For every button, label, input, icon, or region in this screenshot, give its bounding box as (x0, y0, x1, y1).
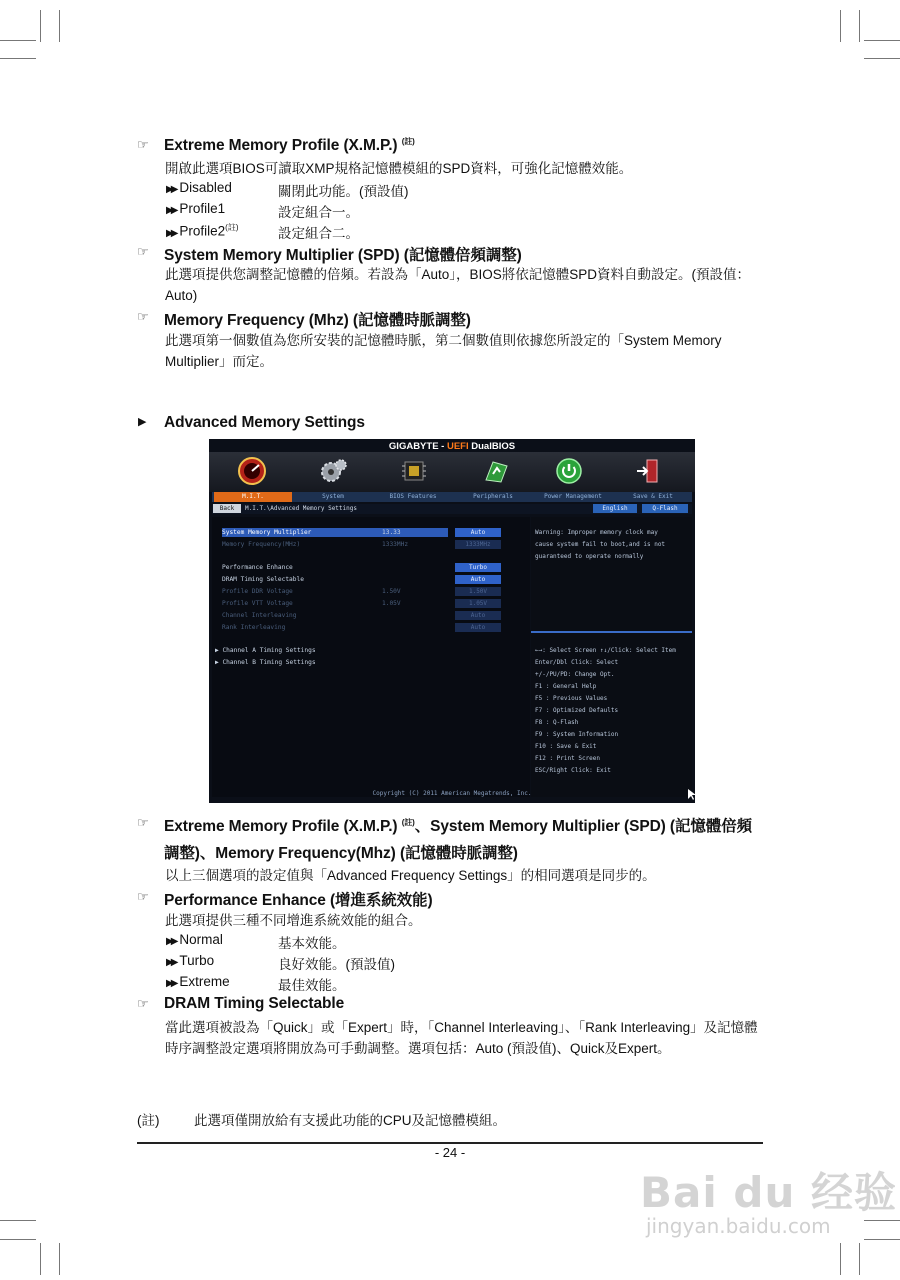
help-line: F7 : Optimized Defaults (535, 707, 619, 714)
footnote-text: 此選項僅開放給有支援此功能的CPU及記憶體模組。 (194, 1113, 507, 1128)
dram-timing-heading: DRAM Timing Selectable (164, 995, 345, 1012)
speedometer-icon[interactable] (237, 456, 267, 486)
tab-save-exit[interactable]: Save & Exit (633, 493, 673, 500)
xmp-heading: Extreme Memory Profile (X.M.P.) $^{(註)}$ (164, 137, 415, 155)
frequency-heading: Memory Frequency (Mhz) (記憶體時脈調整) (164, 312, 471, 329)
mouse-cursor-icon (688, 789, 695, 801)
submenu-channel-a[interactable]: ▶ Channel A Timing Settings (215, 647, 316, 654)
help-line: +/-/PU/PD: Change Opt. (535, 671, 615, 678)
double-arrow-icon: ▶▶ (166, 957, 176, 968)
setting-row[interactable]: Profile DDR Voltage (222, 588, 293, 595)
warning-text: Warning: Improper memory clock may (535, 529, 658, 536)
double-arrow-icon: ▶▶ (166, 936, 176, 947)
option-item: ▶▶ Disabled 關閉此功能。(預設值) (166, 180, 409, 199)
power-icon[interactable] (554, 456, 584, 486)
crop-mark (840, 10, 841, 42)
crop-mark (59, 10, 60, 42)
gears-icon[interactable] (319, 456, 349, 486)
triangle-bullet-icon: ▶ (138, 416, 147, 428)
combo-heading-continued: 調整)、Memory Frequency(Mhz) (記憶體時脈調整) (164, 845, 518, 862)
pointing-hand-icon: ☞ (137, 309, 149, 324)
help-line: F8 : Q-Flash (535, 719, 579, 726)
divider (531, 631, 692, 633)
pointing-hand-icon: ☞ (137, 889, 149, 904)
warning-text: guaranteed to operate normally (535, 553, 644, 560)
qflash-button[interactable]: Q-Flash (642, 504, 688, 513)
tab-mit[interactable]: M.I.T. (214, 492, 292, 502)
combo-heading: Extreme Memory Profile (X.M.P.) $^{(註)}$、System Memory Multiplier (SPD) (記憶體倍頻 (164, 817, 752, 835)
tab-bios-features[interactable]: BIOS Features (389, 493, 437, 500)
setting-button[interactable]: 1333MHz (455, 540, 501, 549)
copyright: Copyright (C) 2011 American Megatrends, Inc. (372, 790, 532, 797)
help-line: F9 : System Information (535, 731, 619, 738)
footnote-mark: (註) (137, 1113, 160, 1128)
setting-value: 1.05V (382, 600, 401, 607)
bios-main-pane (212, 517, 530, 797)
setting-row[interactable]: System Memory Multiplier (222, 528, 448, 537)
crop-mark (40, 1243, 41, 1275)
help-line: F10 : Save & Exit (535, 743, 597, 750)
setting-row[interactable]: DRAM Timing Selectable (222, 576, 304, 583)
pointing-hand-icon: ☞ (137, 996, 149, 1011)
peripherals-icon[interactable] (481, 456, 511, 486)
combo-description: 以上三個選項的設定值與「Advanced Frequency Settings」的相同選項是同步的。 (165, 868, 656, 883)
option-item: ▶▶ Turbo 良好效能。(預設值) (166, 953, 395, 972)
setting-row[interactable]: Channel Interleaving (222, 612, 297, 619)
setting-button[interactable]: Auto (455, 623, 501, 632)
breadcrumb: M.I.T.\Advanced Memory Settings (245, 505, 357, 512)
setting-button[interactable]: Auto (455, 611, 501, 620)
crop-mark (0, 40, 36, 41)
tab-peripherals[interactable]: Peripherals (473, 493, 513, 500)
setting-button[interactable]: Turbo (455, 563, 501, 572)
advanced-memory-heading: Advanced Memory Settings (164, 414, 365, 431)
page-number: - 24 - (434, 1145, 466, 1160)
help-line: F1 : General Help (535, 683, 597, 690)
crop-mark (864, 1239, 900, 1240)
setting-button[interactable]: 1.05V (455, 599, 501, 608)
setting-button[interactable]: 1.50V (455, 587, 501, 596)
option-item: ▶▶ Normal 基本效能。 (166, 932, 346, 951)
help-line: F5 : Previous Values (535, 695, 608, 702)
pointing-hand-icon: ☞ (137, 244, 149, 259)
pointing-hand-icon: ☞ (137, 137, 149, 152)
baidu-watermark: Bai du 经验 (640, 1168, 897, 1217)
back-button[interactable]: Back (213, 504, 241, 513)
crop-mark (0, 1239, 36, 1240)
multiplier-description: 此選項提供您調整記憶體的倍頻。若設為「Auto」，BIOS將依記憶體SPD資料自動設定。(預設值：Auto) (165, 267, 751, 303)
crop-mark (859, 10, 860, 42)
help-line: ←→: Select Screen ↑↓/Click: Select Item (535, 647, 676, 654)
tab-power-management[interactable]: Power Management (544, 493, 602, 500)
bios-icon-bar (209, 452, 695, 492)
performance-heading: Performance Enhance (增進系統效能) (164, 892, 433, 909)
crop-mark (864, 58, 900, 59)
setting-button[interactable]: Auto (455, 528, 501, 537)
warning-text: cause system fail to boot,and is not (535, 541, 666, 548)
crop-mark (59, 1243, 60, 1275)
crop-mark (864, 1220, 900, 1221)
double-arrow-icon: ▶▶ (166, 978, 176, 989)
language-button[interactable]: English (593, 504, 637, 513)
setting-button[interactable]: Auto (455, 575, 501, 584)
setting-row[interactable]: Profile VTT Voltage (222, 600, 293, 607)
option-item: ▶▶ $Profile2^{(註)}$ 設定組合二。 (166, 223, 359, 241)
bios-tab-row (212, 492, 692, 502)
crop-mark (864, 40, 900, 41)
setting-row[interactable]: Memory Frequency(MHz) (222, 541, 301, 548)
double-arrow-icon: ▶▶ (166, 227, 176, 239)
multiplier-heading: System Memory Multiplier (SPD) (記憶體倍頻調整) (164, 247, 522, 264)
baidu-watermark-url: jingyan.baidu.com (646, 1214, 831, 1238)
crop-mark (859, 1243, 860, 1275)
performance-description: 此選項提供三種不同增進系統效能的組合。 (165, 913, 422, 928)
crop-mark (840, 1243, 841, 1275)
option-item: ▶▶ Profile1 設定組合一。 (166, 201, 359, 220)
submenu-channel-b[interactable]: ▶ Channel B Timing Settings (215, 659, 316, 666)
pointing-hand-icon: ☞ (137, 815, 149, 830)
double-arrow-icon: ▶▶ (166, 205, 176, 216)
crop-mark (0, 1220, 36, 1221)
crop-mark (40, 10, 41, 42)
xmp-description: 開啟此選項BIOS可讀取XMP規格記憶體模組的SPD資料，可強化記憶體效能。 (165, 161, 633, 176)
bios-screenshot (209, 439, 695, 803)
exit-door-icon[interactable] (633, 456, 663, 486)
bios-title: GIGABYTE - UEFI DualBIOS (388, 441, 516, 452)
setting-value: 1.50V (382, 588, 401, 595)
tab-system[interactable]: System (322, 493, 344, 500)
dram-timing-description: 當此選項被設為「Quick」或「Expert」時，「Channel Interleaving」、「Rank Interleaving」及記憶體時序調整設定選項將開放為可手動調整。選項包括：Auto (預設值)、Quick及Expert。 (165, 1020, 758, 1056)
chip-icon[interactable] (399, 456, 429, 486)
help-line: Enter/Dbl Click: Select (535, 659, 619, 666)
option-item: ▶▶ Extreme 最佳效能。 (166, 974, 346, 993)
setting-row[interactable]: Performance Enhance (222, 564, 293, 571)
frequency-description: 此選項第一個數值為您所安裝的記憶體時脈，第二個數值則依據您所設定的「System Memory Multiplier」而定。 (165, 333, 722, 369)
setting-value: 13.33 (382, 529, 401, 536)
help-line: ESC/Right Click: Exit (535, 767, 611, 774)
footer-rule (137, 1142, 763, 1144)
setting-row[interactable]: Rank Interleaving (222, 624, 286, 631)
double-arrow-icon: ▶▶ (166, 184, 176, 195)
setting-value: 1333MHz (382, 541, 409, 548)
crop-mark (0, 58, 36, 59)
help-line: F12 : Print Screen (535, 755, 601, 762)
